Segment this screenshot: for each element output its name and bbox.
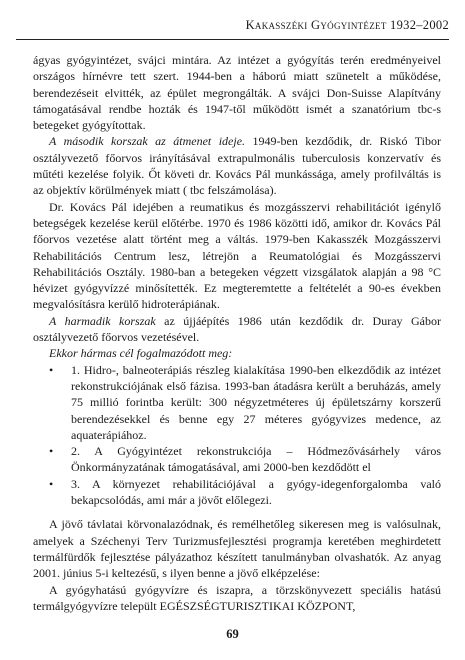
list-item [33, 362, 441, 443]
paragraph-4-text: az újjáépítés 1986 után kezdődik dr. Duray Gábor osztályvezető főorvos vezetésével. [33, 313, 441, 345]
list-item [33, 476, 441, 509]
goals-intro: Ekkor hármas cél fogalmazódott meg: [49, 346, 233, 361]
section-heading-third-era: A harmadik korszak [49, 313, 156, 328]
paragraph-3: Dr. Kovács Pál idejében a reumatikus és mozgásszervi rehabilitációt igénylő betegségek kezelése kerül előtérbe. 1970 és 1986 közötti idő, amikor dr. Kovács Pál főorvos vezetése alatt történt meg a váltás. 1979-ben Kakasszék Mozgásszervi Rehabilitációs Centrum lesz, létrejön a Reumatológiai és Mozgásszervi Rehabilitációs Osztály. 1980-ban a betegeken végzett vizsgálatok alapján a 98 °C hévizet gyógyvízzé minősítették. Ez megteremtette a feltételét a 90-es években megvalósításra kerülő hidroterápiának. [33, 199, 441, 312]
list-item-text: 3. A környezet rehabilitációjával a gyógy-idegenforgalomba való bekapcsolódás, ami már a jövőt előlegezi. [71, 476, 441, 508]
goals-list [33, 362, 441, 509]
paragraph-4 [33, 313, 441, 346]
bullet-icon: • [49, 444, 54, 459]
paragraph-2 [33, 133, 441, 198]
spacer [33, 508, 441, 516]
list-item-text: 1. Hidro-, balneoterápiás részleg kialakítása 1990-ben elkezdődik az intézet rekonstrukciójának első fázisa. 1993-ban átadásra került a beruházás, amely 75 millió forintba került: 300 négyzetméteres új épületszárny korszerű berendezésekkel és benne egy 27 méteres gyógyvizes medence, az aquaterápiához. [71, 362, 441, 442]
paragraph-2-text: 1949-ben kezdődik, dr. Riskó Tibor osztályvezető főorvos irányításával extrapulmonális tuberculosis konzervatív és műtéti kezelése folyik. Őt követi dr. Kovács Pál munkássága, amely profilváltás is az objektív körülmények miatt ( tbc felszámolása). [33, 134, 442, 198]
bullet-icon: • [49, 362, 54, 377]
page-number: 69 [226, 627, 239, 641]
paragraph-7: A gyógyhatású gyógyvízre és iszapra, a törzskönyvezett speciális hatású termálgyógyvízre települt EGÉSZSÉGTURISZTIKAI KÖZPONT, [33, 582, 441, 613]
header-rule [16, 39, 449, 40]
body-text [33, 52, 441, 614]
section-heading-second-era: A második korszak az átmenet ideje. [49, 134, 246, 149]
running-header: Kakasszéki Gyógyintézet 1932–2002 [245, 18, 449, 32]
list-item-text: 2. A Gyógyintézet rekonstrukciója – Hódmezővásárhely város Önkormányzatának támogatásával, ami 2000-ben kezdődött el [71, 444, 441, 475]
bullet-icon: • [49, 476, 54, 491]
paragraph-1: ágyas gyógyintézet, svájci mintára. Az intézet a gyógyítás terén eredményeivel országos hírnévre tett szert. 1944-ben a háború miatt szünetelt a működése, berendezéseit elvitték, az épület megrongálták. A svájci Don-Suisse Alapítvány támogatásával rendbe hozták és 1947-től működött ismét a szanatórium tbc-s betegeket gyógyítottak. [33, 53, 441, 133]
paragraph-6: A jövő távlatai körvonalazódnak, és remélhetőleg sikeresen meg is valósulnak, amelyek a Széchenyi Terv Turizmusfejlesztési programja keretében meghirdetett termálfürdők fejlesztése pályázathoz készített tanulmányban olvashatók. Az anyag 2001. június 5-i keltezésű, s ilyen benne a jövő elképzelése: [33, 517, 441, 581]
list-item [33, 443, 441, 476]
